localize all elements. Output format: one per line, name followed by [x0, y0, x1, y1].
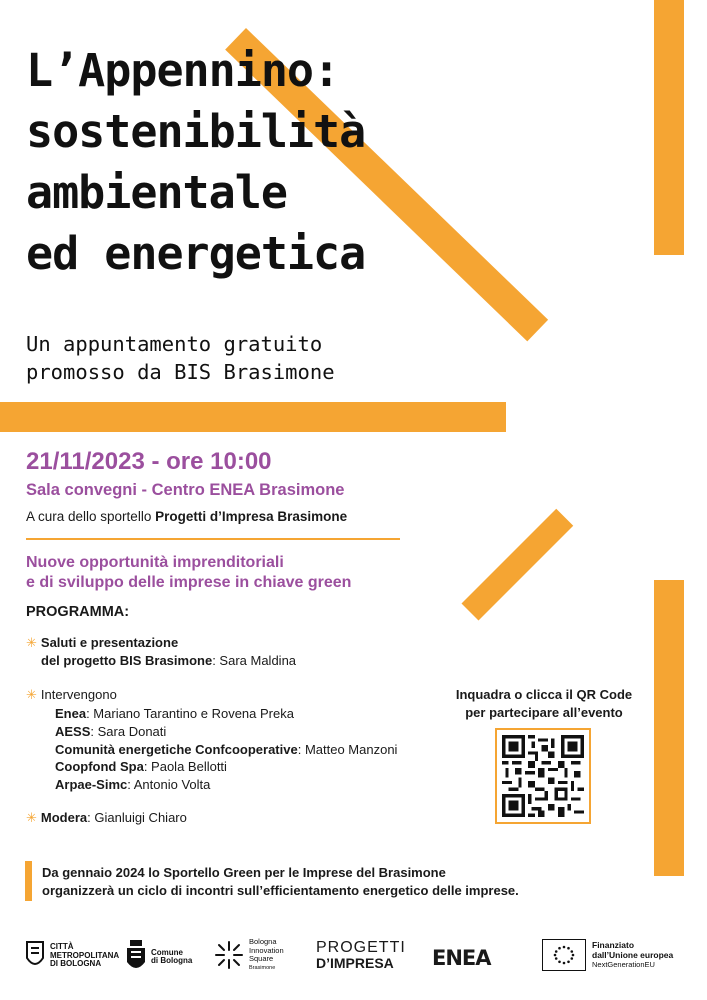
program-heading: PROGRAMMA: — [26, 604, 130, 620]
speaker-org: Comunità energetiche Confcooperative — [55, 741, 298, 757]
logo-bologna-innovation-square — [214, 938, 284, 972]
qr-caption — [440, 686, 648, 722]
speaker-row — [55, 758, 397, 776]
notice-text — [42, 864, 519, 900]
comune-logo-text — [151, 949, 192, 966]
comune-crest-icon — [124, 940, 148, 974]
speaker-org: Arpae-Simc — [55, 777, 128, 793]
greetings-line1: Saluti e presentazione — [40, 635, 179, 650]
comune-line: di Bologna — [151, 956, 193, 965]
program-item-speakers — [26, 686, 117, 704]
speaker-names: : Paola Bellotti — [143, 759, 227, 775]
speaker-row — [55, 741, 397, 759]
speakers-heading: Intervengono — [40, 687, 117, 702]
metro-logo-text — [50, 943, 119, 969]
decorative-vertical-bar-bottom — [654, 580, 684, 876]
starburst-icon — [214, 940, 244, 970]
speaker-names: : Mariano Tarantino e Rovena Preka — [86, 706, 294, 721]
logo-eu-next-generation — [542, 939, 673, 971]
qr-code-icon — [502, 735, 584, 817]
speaker-row — [55, 723, 397, 741]
subtitle-line: Un appuntamento gratuito — [26, 332, 323, 356]
title-line: L’Appennino: — [26, 44, 340, 97]
asterisk-icon: ✳ — [26, 687, 37, 702]
greetings-line2 — [26, 652, 296, 670]
moderator-label: Modera — [40, 810, 88, 825]
qr-caption-line: per partecipare all’evento — [465, 705, 623, 720]
notice-line: Da gennaio 2024 lo Sportello Green per le Imprese del Brasimone — [42, 865, 446, 880]
metro-emblem-icon — [24, 940, 46, 972]
title-line: sostenibilità — [26, 105, 366, 158]
metro-line: CITTÀ — [50, 942, 74, 952]
event-date-time: 21/11/2023 - ore 10:00 — [26, 448, 272, 475]
metro-line: METROPOLITANA — [50, 950, 120, 960]
notice-accent-bar — [25, 861, 32, 901]
speaker-org: Enea — [55, 706, 87, 721]
eu-flag-icon — [542, 939, 586, 971]
speaker-row — [55, 705, 397, 723]
eu-line: Finanziato — [592, 940, 635, 950]
progetti-line: PROGETTI — [316, 939, 406, 956]
event-curated-by — [26, 509, 347, 524]
bis-logo-text — [249, 938, 284, 972]
notice-line: organizzerà un ciclo di incontri sull’efficientamento energetico delle imprese. — [42, 883, 519, 898]
theme-line: e di sviluppo delle imprese in chiave green — [26, 574, 352, 591]
decorative-vertical-bar-top — [654, 0, 684, 255]
qr-caption-line: Inquadra o clicca il QR Code — [455, 687, 633, 702]
eu-stars-icon — [543, 940, 585, 970]
greetings-project: del progetto BIS Brasimone — [41, 653, 213, 668]
logo-citta-metropolitana — [24, 940, 119, 972]
title-line: ed energetica — [26, 227, 366, 280]
moderator-name: : Gianluigi Chiaro — [87, 810, 187, 825]
speaker-names: : Sara Donati — [90, 723, 167, 739]
logo-progetti-d-impresa — [316, 940, 406, 971]
event-theme — [26, 553, 351, 593]
bis-line: Innovation — [249, 945, 284, 955]
speaker-org: Coopfond Spa — [55, 759, 144, 775]
asterisk-icon: ✳ — [26, 810, 37, 825]
event-venue: Sala convegni - Centro ENEA Brasimone — [26, 481, 345, 499]
program-item-moderator — [26, 809, 187, 827]
title-line: ambientale — [26, 166, 287, 219]
logo-enea: ENEA — [432, 946, 491, 970]
speaker-names: : Matteo Manzoni — [297, 741, 398, 757]
speaker-org: AESS — [55, 723, 91, 739]
eu-line: NextGenerationEU — [592, 960, 655, 969]
comune-line: Comune — [151, 947, 183, 957]
theme-line: Nuove opportunità imprenditoriali — [26, 554, 284, 571]
poster-title — [26, 40, 446, 284]
bis-line: Bologna — [249, 937, 277, 946]
partner-logos — [0, 930, 707, 990]
speaker-names: : Antonio Volta — [127, 777, 211, 793]
section-divider — [26, 538, 400, 540]
asterisk-icon: ✳ — [26, 635, 37, 650]
program-item-greetings — [26, 634, 296, 670]
progetti-line: D’IMPRESA — [316, 955, 394, 971]
eu-logo-text — [592, 940, 673, 970]
greetings-speaker: : Sara Maldina — [212, 653, 297, 668]
curated-organization: Progetti d’Impresa Brasimone — [155, 509, 348, 524]
bis-line: Brasimone — [249, 964, 276, 971]
poster-subtitle — [26, 330, 335, 386]
speakers-list — [55, 705, 397, 794]
registration-qr-code[interactable] — [495, 728, 591, 824]
speaker-row — [55, 776, 397, 794]
decorative-small-diagonal-bar — [462, 509, 574, 621]
logo-comune-di-bologna — [124, 940, 192, 974]
subtitle-line: promosso da BIS Brasimone — [26, 360, 335, 384]
eu-line: dall’Unione europea — [592, 950, 674, 960]
bis-line: Square — [249, 954, 274, 963]
progetti-logo-text — [316, 940, 406, 971]
curated-prefix: A cura dello sportello — [26, 509, 156, 524]
metro-line: DI BOLOGNA — [50, 959, 102, 969]
decorative-horizontal-bar — [0, 402, 506, 432]
